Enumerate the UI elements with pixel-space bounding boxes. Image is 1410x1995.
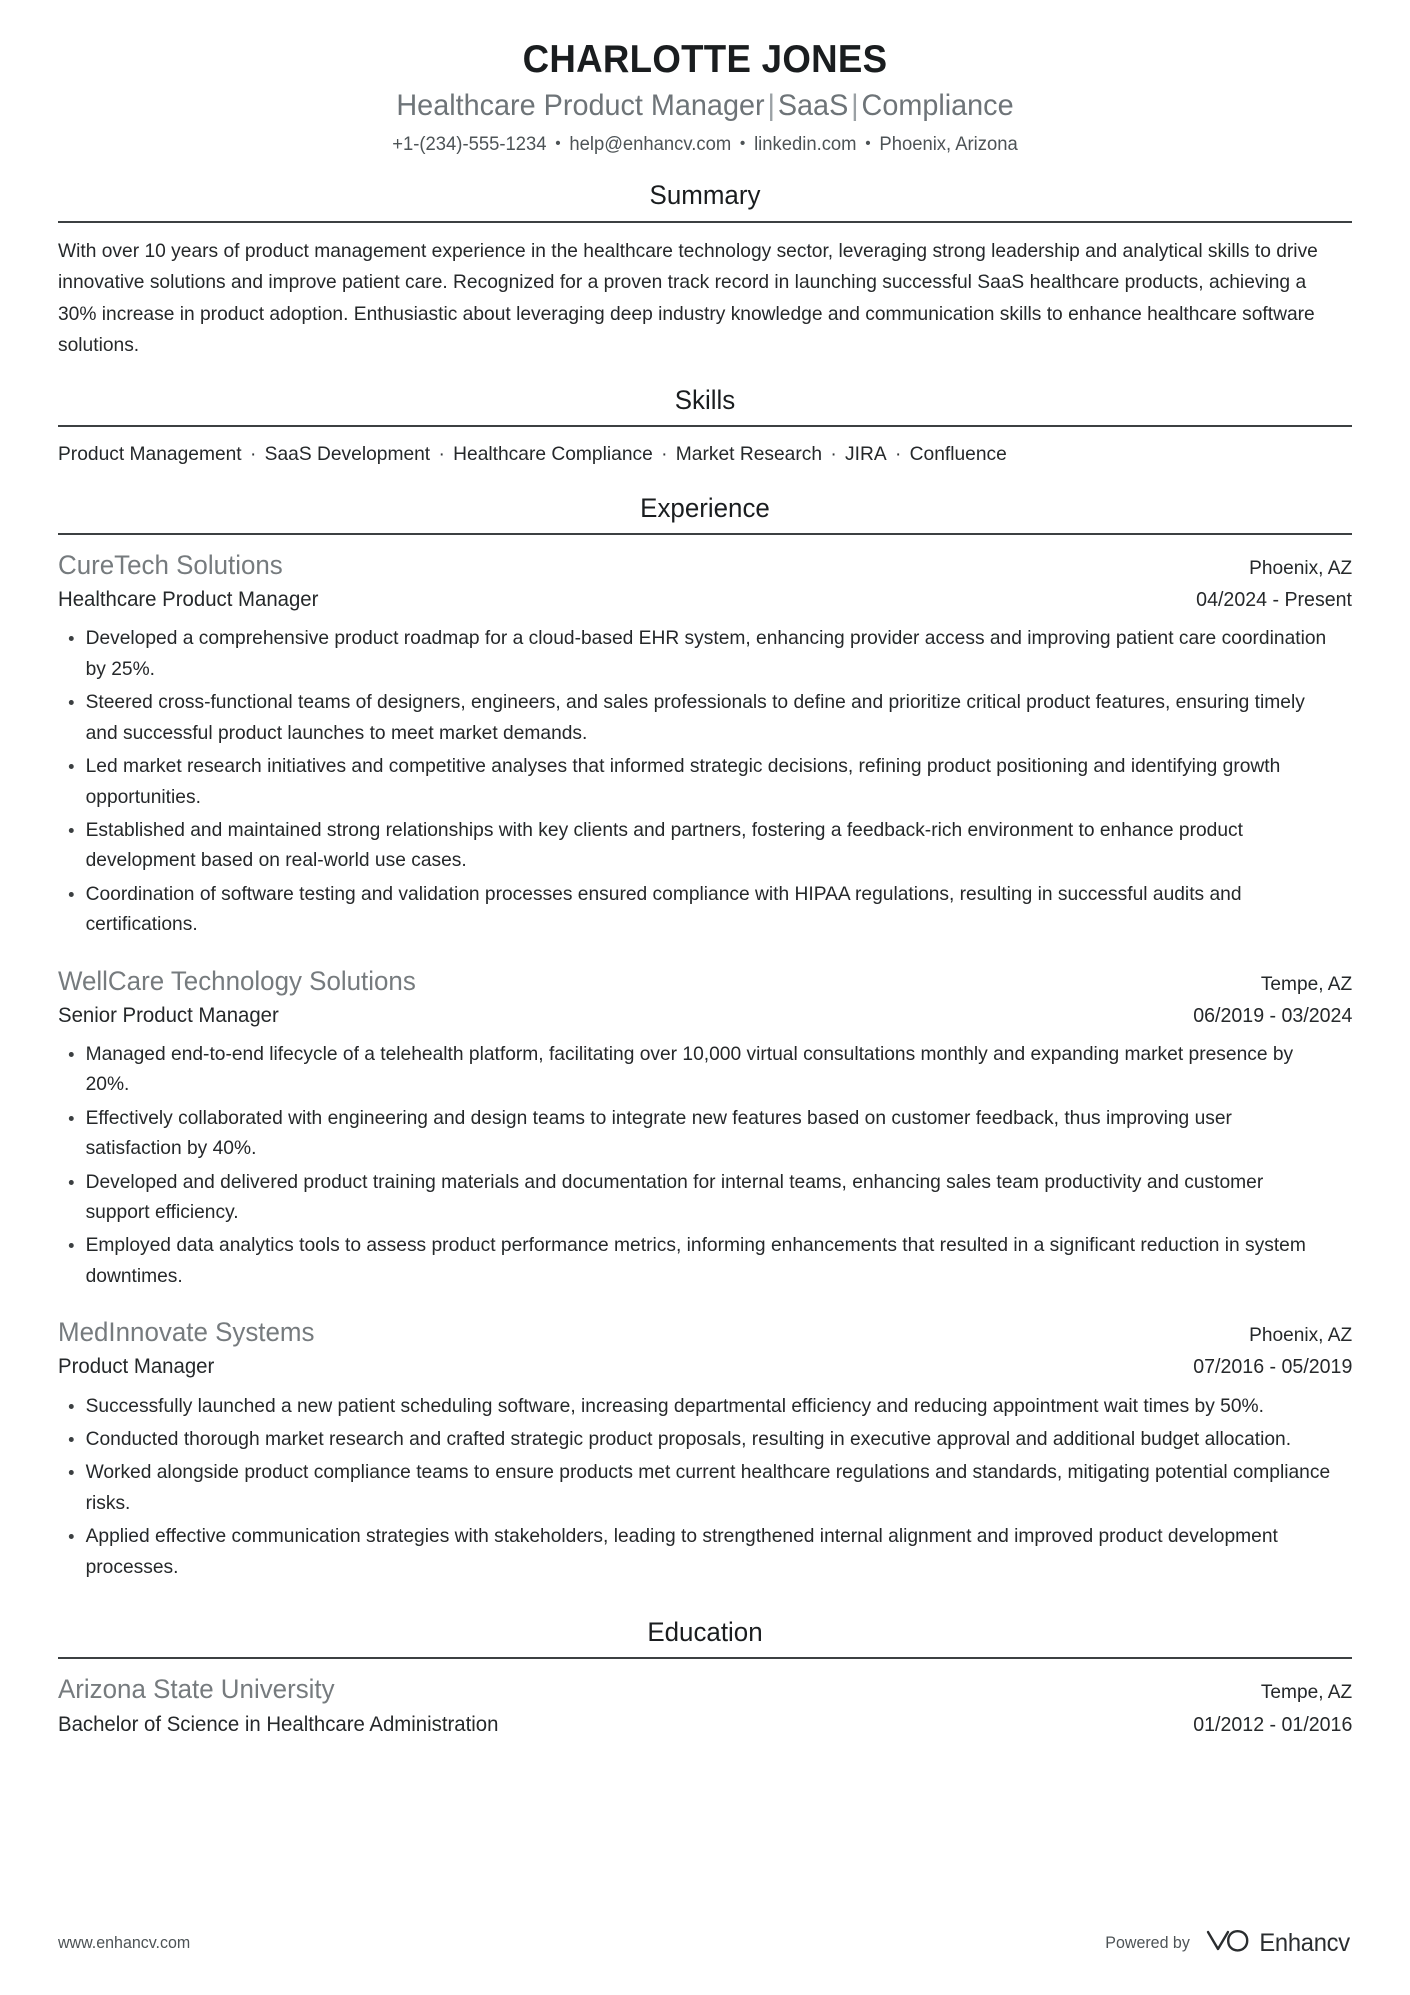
skill-separator: ·	[244, 443, 262, 466]
skill-separator: ·	[433, 443, 451, 466]
education-header-row	[58, 1672, 1352, 1707]
skill-separator: ·	[655, 443, 673, 466]
enhancv-logo-icon	[1205, 1928, 1249, 1959]
achievement-item: Effectively collaborated with engineering and design teams to integrate new features based on customer feedback, thus improving user satisfaction by 40%.	[58, 1103, 1333, 1164]
section-title-summary: Summary	[649, 180, 761, 211]
achievement-item: Coordination of software testing and validation processes ensured compliance with HIPAA regulations, resulting in successful audits and certifications.	[58, 879, 1333, 940]
job-location: Phoenix, AZ	[1248, 557, 1352, 580]
achievement-item: Managed end-to-end lifecycle of a telehealth platform, facilitating over 10,000 virtual consultations monthly and expanding market presence by 20%.	[58, 1039, 1333, 1100]
achievement-item: Applied effective communication strategies with stakeholders, leading to strengthened internal alignment and improved product development processes.	[58, 1521, 1333, 1582]
company-name: CureTech Solutions	[58, 550, 283, 581]
contact-separator-icon: •	[865, 134, 871, 152]
section-title-experience: Experience	[640, 492, 770, 523]
degree-title: Bachelor of Science in Healthcare Administration	[58, 1712, 499, 1736]
candidate-name: CHARLOTTE JONES	[522, 38, 888, 81]
achievement-item: Worked alongside product compliance teams to ensure products met current healthcare regulations and standards, mitigating potential compliance risks.	[58, 1457, 1333, 1518]
contact-separator-icon: •	[739, 134, 746, 152]
experience-entry	[58, 964, 1352, 1292]
skill-separator: ·	[889, 443, 907, 466]
contact-email[interactable]: help@enhancv.com	[569, 133, 732, 155]
contact-location: Phoenix, Arizona	[879, 133, 1018, 155]
education-entries	[58, 1659, 1352, 1737]
headline-separator-2: |	[851, 88, 859, 122]
headline-separator-1: |	[767, 88, 775, 122]
contact-separator-icon: •	[555, 134, 561, 152]
achievement-item: Employed data analytics tools to assess product performance metrics, informing enhancements that resulted in a significant reduction in system downtimes.	[58, 1230, 1333, 1291]
summary-text: With over 10 years of product management experience in the healthcare technology sector, leveraging strong leadership and analytical skills to drive innovative solutions and improve patient care. Recognized for a proven track record in launching successful SaaS healthcare products, achieving a 30% increase in product adoption. Enthusiastic about leveraging deep industry knowledge and communication skills to enhance healthcare software solutions.	[58, 239, 1318, 357]
skill-item: Product Management	[58, 443, 242, 466]
contact-phone: +1-(234)-555-1234	[392, 133, 547, 155]
footer-branding	[1104, 1928, 1352, 1959]
job-title: Healthcare Product Manager	[58, 588, 319, 612]
section-education	[58, 1616, 1352, 1742]
achievement-item: Conducted thorough market research and crafted strategic product proposals, resulting in executive approval and additional budget allocation.	[58, 1424, 1333, 1454]
experience-entry	[58, 548, 1352, 939]
experience-entry	[58, 1315, 1352, 1582]
skill-item: Market Research	[675, 443, 823, 466]
section-summary	[58, 179, 1352, 362]
achievement-item: Developed a comprehensive product roadmap for a cloud-based EHR system, enhancing provider access and improving patient care coordination by 25%.	[58, 623, 1333, 684]
job-dates: 06/2019 - 03/2024	[1192, 1004, 1352, 1027]
contact-line	[77, 133, 1332, 158]
achievement-item: Successfully launched a new patient scheduling software, increasing departmental efficiency and reducing appointment wait times by 50%.	[58, 1391, 1333, 1421]
skill-item: SaaS Development	[264, 443, 431, 466]
achievement-list	[58, 1039, 1352, 1291]
powered-by-label: Powered by	[1104, 1934, 1190, 1952]
job-location: Tempe, AZ	[1260, 972, 1352, 995]
job-dates: 07/2016 - 05/2019	[1192, 1356, 1352, 1379]
education-entry	[58, 1672, 1352, 1737]
enhancv-brand	[1205, 1928, 1352, 1959]
education-subheader-row	[58, 1711, 1352, 1738]
achievement-item: Developed and delivered product training materials and documentation for internal teams, enhancing sales team productivity and customer support efficiency.	[58, 1167, 1333, 1228]
achievement-item: Led market research initiatives and competitive analyses that informed strategic decisions, refining product positioning and identifying growth opportunities.	[58, 751, 1333, 812]
achievement-list	[58, 1391, 1352, 1582]
achievement-item: Established and maintained strong relationships with key clients and partners, fostering a feedback-rich environment to enhance product development based on real-world use cases.	[58, 815, 1333, 876]
section-skills	[58, 384, 1352, 470]
skill-item: Confluence	[909, 443, 1007, 466]
footer-website-url[interactable]: www.enhancv.com	[58, 1934, 191, 1952]
entry-subheader-row	[58, 1002, 1352, 1029]
company-name: MedInnovate Systems	[58, 1317, 315, 1348]
entry-subheader-row	[58, 1353, 1352, 1380]
summary-body	[58, 223, 1352, 362]
entry-header-row	[58, 1315, 1352, 1350]
headline-part-3: Compliance	[861, 88, 1014, 122]
experience-entries	[58, 535, 1352, 1582]
page-footer	[58, 1928, 1352, 1959]
school-location: Tempe, AZ	[1260, 1681, 1352, 1704]
resume-header	[58, 0, 1352, 157]
section-experience	[58, 492, 1352, 1586]
skill-item: JIRA	[845, 443, 887, 466]
enhancv-brand-name: Enhancv	[1259, 1929, 1350, 1957]
achievement-list	[58, 623, 1352, 939]
school-name: Arizona State University	[58, 1674, 335, 1705]
entry-subheader-row	[58, 586, 1352, 613]
headline-part-2: SaaS	[777, 88, 849, 122]
job-dates: 04/2024 - Present	[1196, 589, 1352, 612]
section-title-skills: Skills	[674, 385, 736, 416]
achievement-item: Steered cross-functional teams of designers, engineers, and sales professionals to define and prioritize critical product features, ensuring timely and successful product launches to meet market demands.	[58, 687, 1333, 748]
skills-list	[58, 440, 1333, 469]
entry-header-row	[58, 964, 1352, 999]
contact-linkedin[interactable]: linkedin.com	[754, 133, 857, 155]
headline-part-1: Healthcare Product Manager	[396, 88, 765, 122]
job-title: Senior Product Manager	[58, 1003, 279, 1027]
company-name: WellCare Technology Solutions	[58, 965, 416, 996]
candidate-headline	[84, 88, 1326, 124]
skills-body	[58, 427, 1352, 469]
job-location: Phoenix, AZ	[1248, 1324, 1352, 1347]
education-dates: 01/2012 - 01/2016	[1192, 1713, 1352, 1736]
job-title: Product Manager	[58, 1355, 215, 1379]
skill-item: Healthcare Compliance	[453, 443, 653, 466]
section-title-education: Education	[647, 1617, 763, 1648]
entry-header-row	[58, 548, 1352, 583]
skill-separator: ·	[824, 443, 843, 466]
